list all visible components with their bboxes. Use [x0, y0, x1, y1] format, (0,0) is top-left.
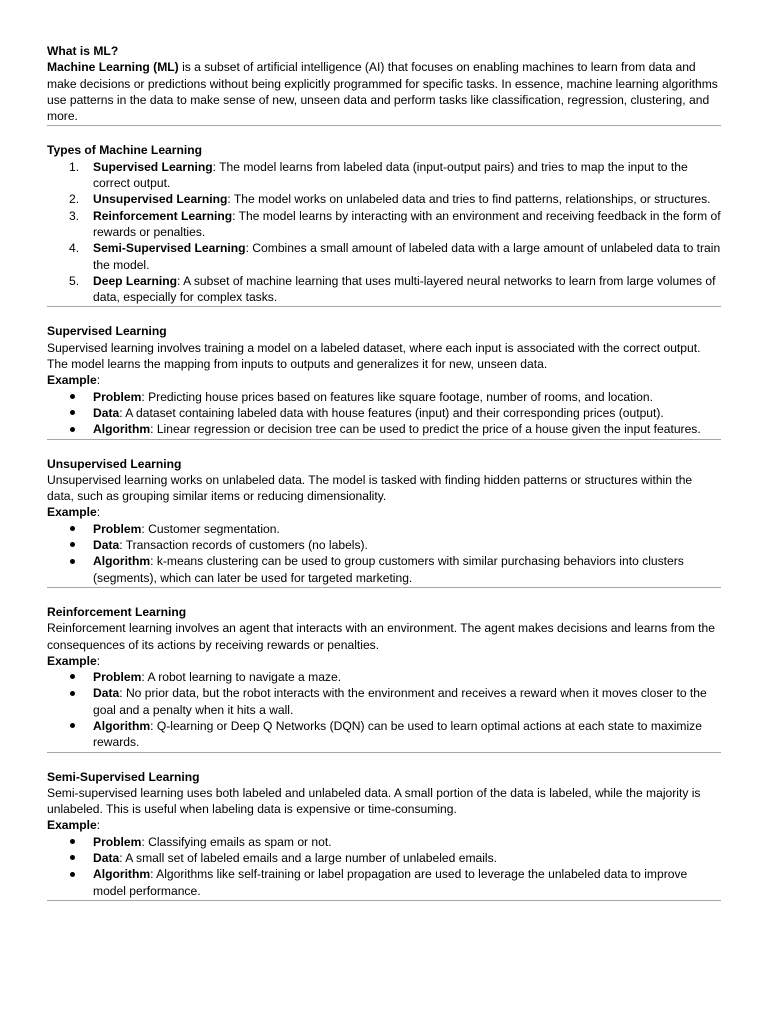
bullet-icon [70, 521, 90, 537]
bullet-icon [70, 866, 90, 882]
list-item [47, 866, 721, 899]
list-item-term: Problem [93, 521, 142, 536]
list-item-term: Algorithm [93, 718, 151, 733]
example-label: Example: [47, 818, 101, 833]
example-label: Example: [47, 505, 101, 520]
list-item-text: : The model learns from labeled data (input-output pairs) and tries to map the input to the correct output. [93, 159, 688, 191]
bullet-icon [70, 553, 90, 569]
list-item-term: Data [93, 851, 120, 866]
section-paragraph: Reinforcement learning involves an agent that interacts with an environment. The agent makes decisions and learns from the consequences of its actions by receiving rewards or penalties. [47, 621, 715, 652]
intro-text: is a subset of artificial intelligence (AI) that focuses on enabling machines to learn from data and make decisions or predictions without being explicitly programmed for specific tasks. In essence, machine learning algorithms use patterns in the data to make sense of new, unseen data and perform tasks like classification, regression, clustering, and more. [47, 60, 718, 124]
list-item-term: Data [93, 538, 120, 553]
list-item [47, 537, 721, 553]
bullet-icon [70, 718, 90, 734]
list-item-term: Semi-Supervised Learning [93, 241, 246, 256]
list-item [47, 240, 721, 273]
section-paragraph: Semi-supervised learning uses both labeled and unlabeled data. A small portion of the data is labeled, while the majority is unlabeled. This is useful when labeling data is expensive or time-consuming. [47, 785, 701, 817]
list-number: 4. [69, 241, 80, 256]
bullet-icon [70, 537, 90, 553]
list-item-term: Problem [93, 389, 142, 404]
section-reinforcement-learning [47, 604, 721, 753]
section-paragraph: Supervised learning involves training a model on a labeled dataset, where each input is associated with the correct output. The model learns the mapping from inputs to outputs and generalizes it for new, unseen data. [47, 340, 701, 372]
list-item-text: : A robot learning to navigate a maze. [141, 670, 342, 685]
list-item-text: : Combines a small amount of labeled data with a large amount of unlabeled data to train the model. [93, 241, 721, 272]
intro-paragraph [47, 59, 721, 124]
example-list [47, 389, 721, 438]
bullet-icon [70, 421, 90, 437]
bullet-icon [70, 669, 90, 685]
example-list [47, 521, 721, 586]
example-label: Example: [47, 653, 101, 668]
list-item-term: Supervised Learning [93, 159, 213, 174]
section-heading: Unsupervised Learning [47, 456, 182, 471]
list-item [47, 669, 721, 685]
list-item [47, 191, 721, 207]
section-types-of-ml [47, 142, 721, 307]
section-heading: Types of Machine Learning [47, 143, 203, 158]
list-item [47, 273, 721, 306]
bullet-icon [70, 389, 90, 405]
list-item-text: : The model learns by interacting with an environment and receiving feedback in the form of rewards or penalties. [93, 208, 721, 239]
list-item-text: : Q-learning or Deep Q Networks (DQN) can be used to learn optimal actions at each state to maximize rewards. [93, 718, 702, 750]
section-supervised-learning [47, 323, 721, 439]
list-item-term: Problem [93, 670, 142, 685]
list-item [47, 718, 721, 751]
list-item-text: : Customer segmentation. [141, 521, 280, 536]
example-list [47, 669, 721, 750]
list-item [47, 834, 721, 850]
section-heading: Reinforcement Learning [47, 604, 187, 619]
list-item-term: Unsupervised Learning [93, 192, 228, 207]
list-item [47, 421, 721, 437]
list-number: 3. [69, 208, 80, 223]
types-list [47, 159, 721, 306]
list-item-text: : A dataset containing labeled data with house features (input) and their corresponding prices (output). [119, 405, 664, 420]
list-item [47, 553, 721, 586]
list-item [47, 208, 721, 241]
bullet-icon [70, 850, 90, 866]
list-item-text: : Transaction records of customers (no labels). [119, 538, 368, 553]
example-label: Example: [47, 373, 101, 388]
list-item [47, 389, 721, 405]
document-body [47, 43, 721, 901]
section-heading: Supervised Learning [47, 324, 167, 339]
list-item-text: : k-means clustering can be used to group customers with similar purchasing behaviors into clusters (segments), which can later be used for targeted marketing. [93, 554, 684, 585]
list-item-term: Data [93, 686, 120, 701]
list-item-text: : Classifying emails as spam or not. [141, 834, 332, 849]
list-number: 5. [69, 273, 80, 288]
list-item-term: Algorithm [93, 554, 151, 569]
section-unsupervised-learning [47, 456, 721, 588]
list-item-text: : No prior data, but the robot interacts with the environment and receives a reward when it moves closer to the goal and a penalty when it hits a wall. [93, 686, 707, 717]
list-item-text: : Algorithms like self-training or label propagation are used to leverage the unlabeled data to improve model performance. [93, 867, 688, 898]
list-item-term: Algorithm [93, 867, 151, 882]
bullet-icon [70, 834, 90, 850]
section-heading: Semi-Supervised Learning [47, 769, 200, 784]
section-heading: What is ML? [47, 44, 119, 58]
section-what-is-ml [47, 43, 721, 126]
list-item [47, 685, 721, 718]
list-number: 1. [69, 159, 80, 174]
list-item-text: : Linear regression or decision tree can be used to predict the price of a house given the input features. [150, 422, 701, 437]
list-item-text: : A small set of labeled emails and a large number of unlabeled emails. [119, 851, 498, 866]
bullet-icon [70, 685, 90, 701]
section-paragraph: Unsupervised learning works on unlabeled data. The model is tasked with finding hidden patterns or structures within the data, such as grouping similar items or reducing dimensionality. [47, 472, 693, 504]
list-item-text: : A subset of machine learning that uses multi-layered neural networks to learn from large volumes of data, especially for complex tasks. [93, 273, 716, 305]
list-item-text: : The model works on unlabeled data and tries to find patterns, relationships, or structures. [227, 192, 711, 207]
list-number: 2. [69, 192, 80, 207]
intro-term: Machine Learning (ML) [47, 60, 179, 75]
list-item [47, 159, 721, 192]
list-item [47, 850, 721, 866]
list-item-term: Problem [93, 834, 142, 849]
list-item [47, 405, 721, 421]
list-item [47, 521, 721, 537]
list-item-term: Reinforcement Learning [93, 208, 233, 223]
list-item-term: Data [93, 405, 120, 420]
list-item-text: : Predicting house prices based on features like square footage, number of rooms, and location. [141, 389, 653, 404]
list-item-term: Algorithm [93, 422, 151, 437]
section-semi-supervised-learning [47, 769, 721, 901]
example-list [47, 834, 721, 899]
bullet-icon [70, 405, 90, 421]
list-item-term: Deep Learning [93, 273, 178, 288]
